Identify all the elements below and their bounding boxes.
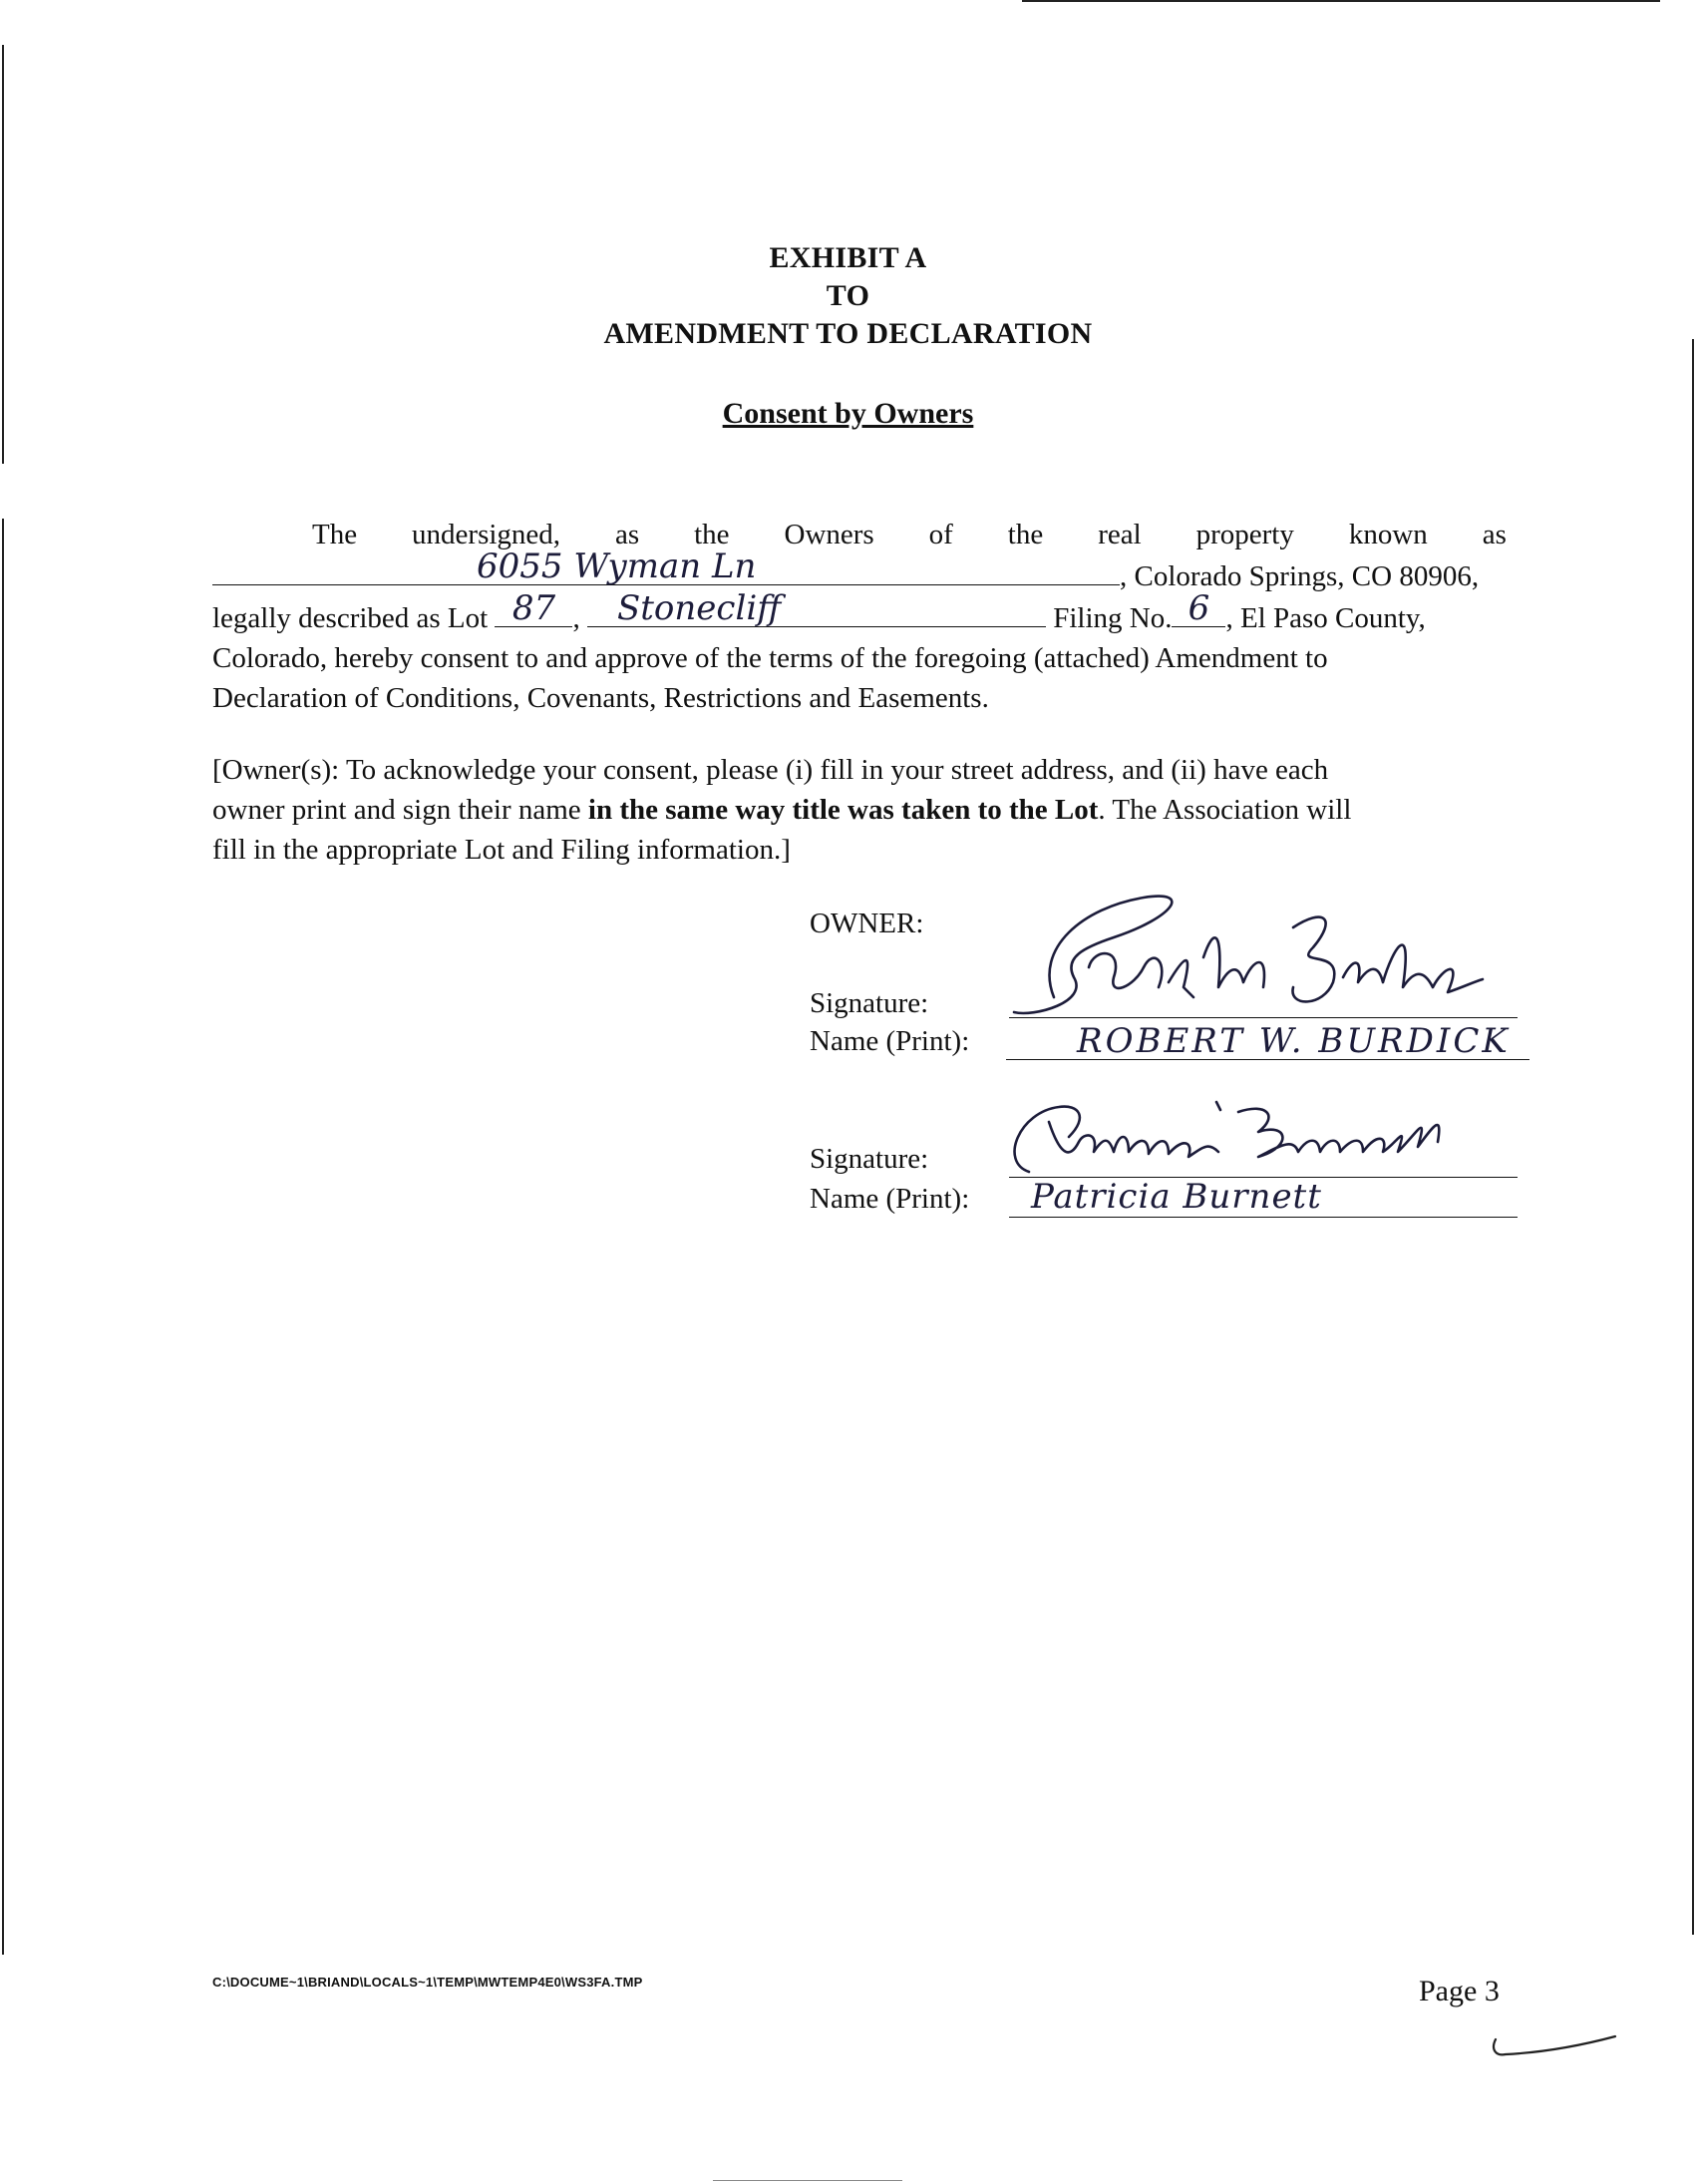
instructions-line-1: [Owner(s): To acknowledge your consent, please (i) fill in your street address, and (ii) have each xyxy=(212,754,1329,786)
filing-number-field[interactable] xyxy=(1172,588,1225,628)
street-address-field[interactable] xyxy=(212,546,1120,586)
word: of xyxy=(928,519,953,550)
instructions-line-2-post: . The Association will xyxy=(1098,794,1352,826)
word: known xyxy=(1348,519,1428,550)
filing-prefix: Filing No. xyxy=(1053,602,1173,634)
word: as xyxy=(1482,519,1507,550)
consent-line-3 xyxy=(212,588,1507,638)
word: the xyxy=(694,519,730,550)
consent-line-5: Declaration of Conditions, Covenants, Restrictions and Easements. xyxy=(212,682,989,714)
name-label-2: Name (Print): xyxy=(810,1183,970,1215)
title-line-1: EXHIBIT A xyxy=(769,241,927,274)
instructions-bold-emphasis: in the same way title was taken to the Lot xyxy=(587,794,1099,826)
owner-label: OWNER: xyxy=(810,908,924,939)
scan-border-top xyxy=(1022,0,1660,2)
subdivision-handwriting: Stonecliff xyxy=(616,588,782,628)
lot-number-field[interactable] xyxy=(495,588,572,628)
consent-heading: Consent by Owners xyxy=(722,397,974,430)
county-suffix: , El Paso County, xyxy=(1225,602,1426,634)
lot-comma: , xyxy=(572,602,580,634)
page-number: Page 3 xyxy=(1419,1975,1500,2007)
exhibit-title xyxy=(0,239,1696,353)
margin-mark xyxy=(1486,2024,1625,2064)
filing-number-handwriting: 6 xyxy=(1187,588,1210,628)
lot-number-handwriting: 87 xyxy=(511,588,556,628)
scan-border-bottom xyxy=(713,2180,902,2181)
title-line-2: TO xyxy=(826,279,870,312)
word: as xyxy=(615,519,640,550)
scan-border-right xyxy=(1692,339,1694,1935)
instructions-line-3: fill in the appropriate Lot and Filing information.] xyxy=(212,834,791,866)
word: the xyxy=(1007,519,1044,550)
name-label-1: Name (Print): xyxy=(810,1025,970,1057)
instructions-paragraph xyxy=(212,750,1507,870)
word: real xyxy=(1098,519,1142,550)
consent-line-4: Colorado, hereby consent to and approve of the terms of the foregoing (attached) Amendment to xyxy=(212,642,1328,674)
footer-file-path: C:\DOCUME~1\BRIAND\LOCALS~1\TEMP\MWTEMP4E0\WS3FA.TMP xyxy=(212,1975,643,1990)
word: property xyxy=(1195,519,1294,550)
street-address-handwriting: 6055 Wyman Ln xyxy=(477,546,757,586)
subdivision-field[interactable] xyxy=(587,588,1046,628)
consent-paragraph xyxy=(212,515,1507,718)
instructions-line-2 xyxy=(212,790,1507,830)
owner-2-printed-name: Patricia Burnett xyxy=(1031,1177,1322,1217)
title-line-3: AMENDMENT TO DECLARATION xyxy=(603,317,1093,350)
signature-label-2: Signature: xyxy=(810,1143,929,1175)
word: The xyxy=(312,519,358,550)
name-line-2[interactable] xyxy=(1009,1217,1518,1218)
scan-border-left-lower xyxy=(2,519,4,1955)
signature-1 xyxy=(994,888,1513,1037)
instructions-line-2-pre: owner print and sign their name xyxy=(212,794,588,826)
word: Owners xyxy=(784,519,874,550)
lot-prefix: legally described as Lot xyxy=(212,602,489,634)
signature-label-1: Signature: xyxy=(810,987,929,1019)
owner-1-printed-name: ROBERT W. BURDICK xyxy=(1077,1021,1511,1061)
word: undersigned, xyxy=(412,519,561,550)
city-state-zip: , Colorado Springs, CO 80906, xyxy=(1120,560,1480,592)
